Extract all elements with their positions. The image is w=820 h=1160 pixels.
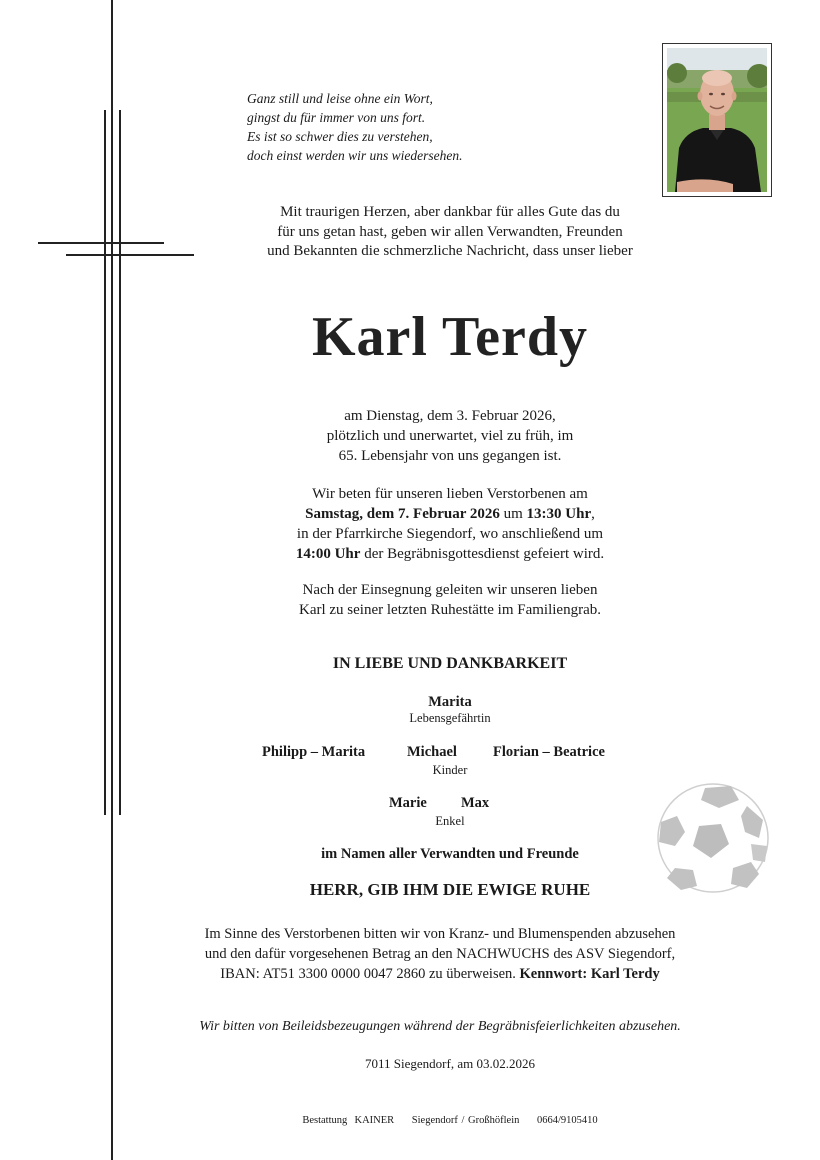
portrait-photo <box>662 43 772 197</box>
service-line: Wir beten für unseren lieben Verstorbenen am <box>312 486 588 502</box>
intro-line: Mit traurigen Herzen, aber dankbar für alles Gute das du <box>280 204 620 220</box>
service-date: Samstag, dem 7. Februar 2026 <box>305 506 500 522</box>
service-line: in der Pfarrkirche Siegendorf, wo anschließend um <box>296 526 604 542</box>
burial-line: Nach der Einsegnung geleiten wir unseren lieben <box>302 582 598 598</box>
left-border-line <box>111 0 113 1160</box>
condolence-note: Wir bitten von Beileidsbezeugungen während der Begräbnisfeierlichkeiten abzusehen. <box>199 1019 681 1034</box>
poem-line: doch einst werden wir uns wiedersehen. <box>247 148 463 163</box>
child-name: Michael <box>407 744 457 760</box>
poem <box>247 89 567 165</box>
children-role: Kinder <box>432 763 468 777</box>
service-text <box>180 484 720 564</box>
donation-line: und den dafür vorgesehenen Betrag an den NACHWUCHS des ASV Siegendorf, <box>204 946 676 962</box>
service-time: 13:30 Uhr <box>526 506 592 522</box>
donation-keyword: Kennwort: Karl Terdy <box>519 966 660 982</box>
mass-time: 14:00 Uhr <box>295 546 361 562</box>
passing-line: am Dienstag, dem 3. Februar 2026, <box>344 408 556 424</box>
service-line: 14:00 Uhr der Begräbnisgottesdienst gefeiert wird. <box>295 546 605 562</box>
poem-line: Es ist so schwer dies zu verstehen, <box>247 129 433 144</box>
donation-line: IBAN: AT51 3300 0000 0047 2860 zu überweisen. Kennwort: Karl Terdy <box>220 966 660 982</box>
service-line: Samstag, dem 7. Februar 2026 um 13:30 Uhr, <box>305 506 595 522</box>
partner-role: Lebensgefährtin <box>409 711 491 725</box>
burial-text <box>180 580 720 620</box>
intro-line: und Bekannten die schmerzliche Nachricht, dass unser lieber <box>267 243 633 259</box>
funeral-home-location: Siegendorf / Großhöflein <box>411 1115 520 1126</box>
prayer-line: HERR, GIB IHM DIE EWIGE RUHE <box>309 880 591 899</box>
burial-line: Karl zu seiner letzten Ruhestätte im Familiengrab. <box>299 602 601 618</box>
passing-line: plötzlich und unerwartet, viel zu früh, im <box>326 428 574 444</box>
grandchild-name: Max <box>461 795 490 811</box>
grandchild-name: Marie <box>389 795 427 811</box>
deceased-name: Karl Terdy <box>311 306 589 368</box>
child-name: Philipp – Marita <box>262 744 366 760</box>
place-date: 7011 Siegendorf, am 03.02.2026 <box>365 1056 535 1071</box>
partner-name: Marita <box>428 694 472 710</box>
relatives-line: im Namen aller Verwandten und Freunde <box>321 846 579 862</box>
grandchildren-role: Enkel <box>435 814 465 828</box>
intro-line: für uns getan hast, geben wir allen Verwandten, Freunden <box>277 223 623 240</box>
poem-line: Ganz still und leise ohne ein Wort, <box>247 91 433 106</box>
heading-love: IN LIEBE UND DANKBARKEIT <box>332 655 568 672</box>
donation-text <box>150 924 730 984</box>
funeral-home-name: Bestattung KAINER <box>302 1115 395 1126</box>
funeral-home-footer <box>150 1115 750 1126</box>
partner <box>180 694 720 726</box>
intro-text <box>180 203 720 262</box>
child-name: Florian – Beatrice <box>493 744 605 760</box>
passing-line: 65. Lebensjahr von uns gegangen ist. <box>338 448 562 464</box>
poem-line: gingst du für immer von uns fort. <box>247 110 426 125</box>
donation-line: Im Sinne des Verstorbenen bitten wir von Kranz- und Blumenspenden abzusehen <box>204 926 676 942</box>
soccer-ball-icon <box>655 782 771 894</box>
funeral-home-phone: 0664/9105410 <box>536 1115 598 1126</box>
passing-text <box>180 406 720 466</box>
